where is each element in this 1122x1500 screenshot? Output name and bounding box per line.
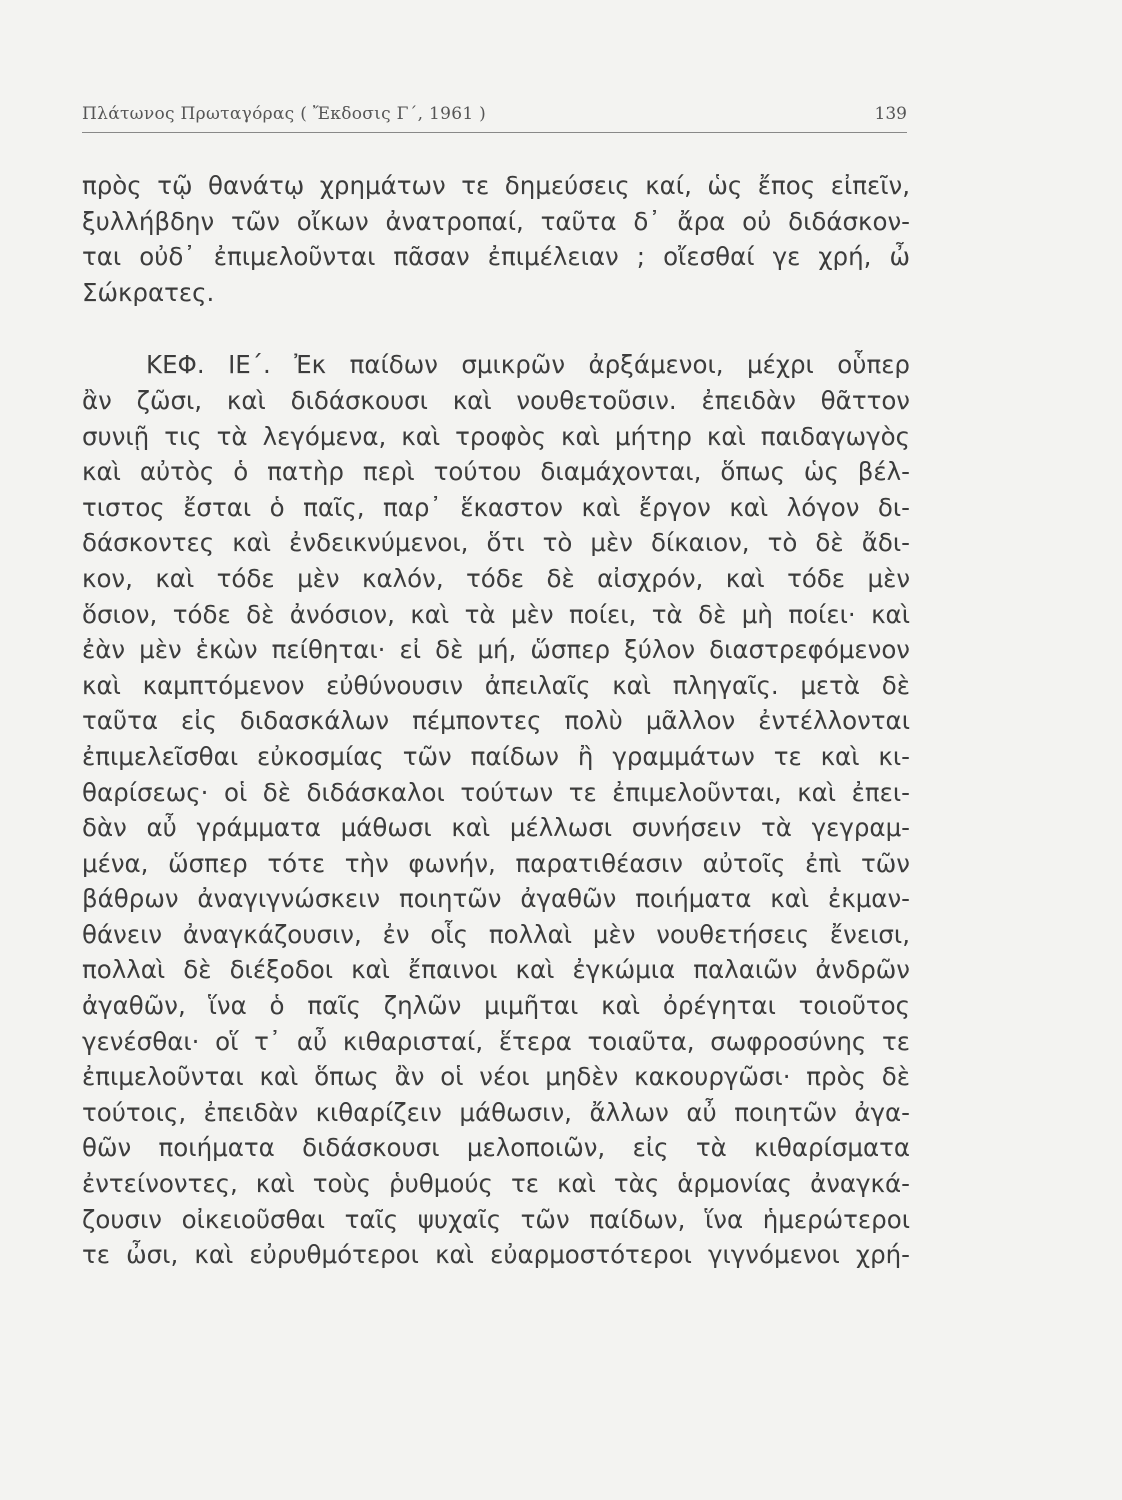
text-line: ἐπιμελοῦνται καὶ ὅπως ἂν οἱ νέοι μηδὲν κακουργῶσι· πρὸς δὲ bbox=[82, 1062, 910, 1092]
text-line: ἂν ζῶσι, καὶ διδάσκουσι καὶ νουθετοῦσιν. ἐπειδὰν θᾶττον bbox=[82, 385, 910, 415]
text-line: συνιῇ τις τὰ λεγόμενα, καὶ τροφὸς καὶ μήτηρ καὶ παιδαγωγὸς bbox=[82, 421, 910, 451]
text-line: τε ὦσι, καὶ εὐρυθμότεροι καὶ εὐαρμοστότεροι γιγνόμενοι χρή- bbox=[82, 1240, 910, 1270]
text-line: ἐντείνοντες, καὶ τοὺς ῥυθμούς τε καὶ τὰς ἁρμονίας ἀναγκά- bbox=[82, 1169, 910, 1199]
text-line: θῶν ποιήματα διδάσκουσι μελοποιῶν, εἰς τὰ κιθαρίσματα bbox=[82, 1133, 910, 1163]
text-line: ἐπιμελεῖσθαι εὐκοσμίας τῶν παίδων ἢ γραμμάτων τε καὶ κι- bbox=[82, 741, 910, 771]
chapter-heading-line: ΚΕΦ. ΙΕ΄. Ἐκ παίδων σμικρῶν ἀρξάμενοι, μέχρι οὗπερ bbox=[146, 350, 910, 380]
text-line: θαρίσεως· οἱ δὲ διδάσκαλοι τούτων τε ἐπιμελοῦνται, καὶ ἐπει- bbox=[82, 777, 910, 807]
paragraph-2 bbox=[82, 347, 910, 1272]
text-line: ται οὐδ᾽ ἐπιμελοῦνται πᾶσαν ἐπιμέλειαν ; οἴεσθαί γε χρή, ὦ bbox=[82, 242, 910, 272]
text-line: θάνειν ἀναγκάζουσιν, ἐν οἷς πολλαὶ μὲν νουθετήσεις ἔνεισι, bbox=[82, 919, 910, 949]
text-line: τούτοις, ἐπειδὰν κιθαρίζειν μάθωσιν, ἄλλων αὖ ποιητῶν ἀγα- bbox=[82, 1097, 910, 1127]
text-line: κον, καὶ τόδε μὲν καλόν, τόδε δὲ αἰσχρόν, καὶ τόδε μὲν bbox=[82, 563, 910, 593]
text-line: ὅσιον, τόδε δὲ ἀνόσιον, καὶ τὰ μὲν ποίει, τὰ δὲ μὴ ποίει· καὶ bbox=[82, 599, 910, 629]
text-line: δάσκοντες καὶ ἐνδεικνύμενοι, ὅτι τὸ μὲν δίκαιον, τὸ δὲ ἄδι- bbox=[82, 528, 910, 558]
text-line: βάθρων ἀναγιγνώσκειν ποιητῶν ἀγαθῶν ποιήματα καὶ ἐκμαν- bbox=[82, 884, 910, 914]
running-title: Πλάτωνος Πρωταγόρας ( Ἔκδοσις Γ΄, 1961 ) bbox=[82, 104, 487, 124]
text-line: ταῦτα εἰς διδασκάλων πέμποντες πολὺ μᾶλλον ἐντέλλονται bbox=[82, 706, 910, 736]
text-line: ξυλλήβδην τῶν οἴκων ἀνατροπαί, ταῦτα δ᾽ ἄρα οὐ διδάσκον- bbox=[82, 206, 910, 236]
text-line: Σώκρατες. bbox=[82, 277, 215, 307]
text-line: καὶ καμπτόμενον εὐθύνουσιν ἀπειλαῖς καὶ πληγαῖς. μετὰ δὲ bbox=[82, 670, 910, 700]
text-line: γενέσθαι· οἵ τ᾽ αὖ κιθαρισταί, ἕτερα τοιαῦτα, σωφροσύνης τε bbox=[82, 1026, 910, 1056]
text-line: ζουσιν οἰκειοῦσθαι ταῖς ψυχαῖς τῶν παίδων, ἵνα ἡμερώτεροι bbox=[82, 1204, 910, 1234]
text-line: ἀγαθῶν, ἵνα ὁ παῖς ζηλῶν μιμῆται καὶ ὀρέγηται τοιοῦτος bbox=[82, 991, 910, 1021]
text-line: τιστος ἔσται ὁ παῖς, παρ᾽ ἕκαστον καὶ ἔργον καὶ λόγον δι- bbox=[82, 492, 910, 522]
paragraph-gap bbox=[82, 310, 910, 347]
text-line: ἐὰν μὲν ἑκὼν πείθηται· εἰ δὲ μή, ὥσπερ ξύλον διαστρεφόμενον bbox=[82, 635, 910, 665]
paragraph-1 bbox=[82, 168, 910, 310]
text-line: καὶ αὐτὸς ὁ πατὴρ περὶ τούτου διαμάχονται, ὅπως ὡς βέλ- bbox=[82, 457, 910, 487]
text-line: δὰν αὖ γράμματα μάθωσι καὶ μέλλωσι συνήσειν τὰ γεγραμ- bbox=[82, 813, 910, 843]
text-line: πρὸς τῷ θανάτῳ χρημάτων τε δημεύσεις καί, ὡς ἔπος εἰπεῖν, bbox=[82, 171, 910, 200]
body-text bbox=[82, 168, 910, 1273]
page-number: 139 bbox=[874, 104, 907, 124]
running-header bbox=[82, 100, 907, 133]
text-line: πολλαὶ δὲ διέξοδοι καὶ ἔπαινοι καὶ ἐγκώμια παλαιῶν ἀνδρῶν bbox=[82, 955, 910, 985]
text-line: μένα, ὥσπερ τότε τὴν φωνήν, παρατιθέασιν αὐτοῖς ἐπὶ τῶν bbox=[82, 848, 910, 878]
